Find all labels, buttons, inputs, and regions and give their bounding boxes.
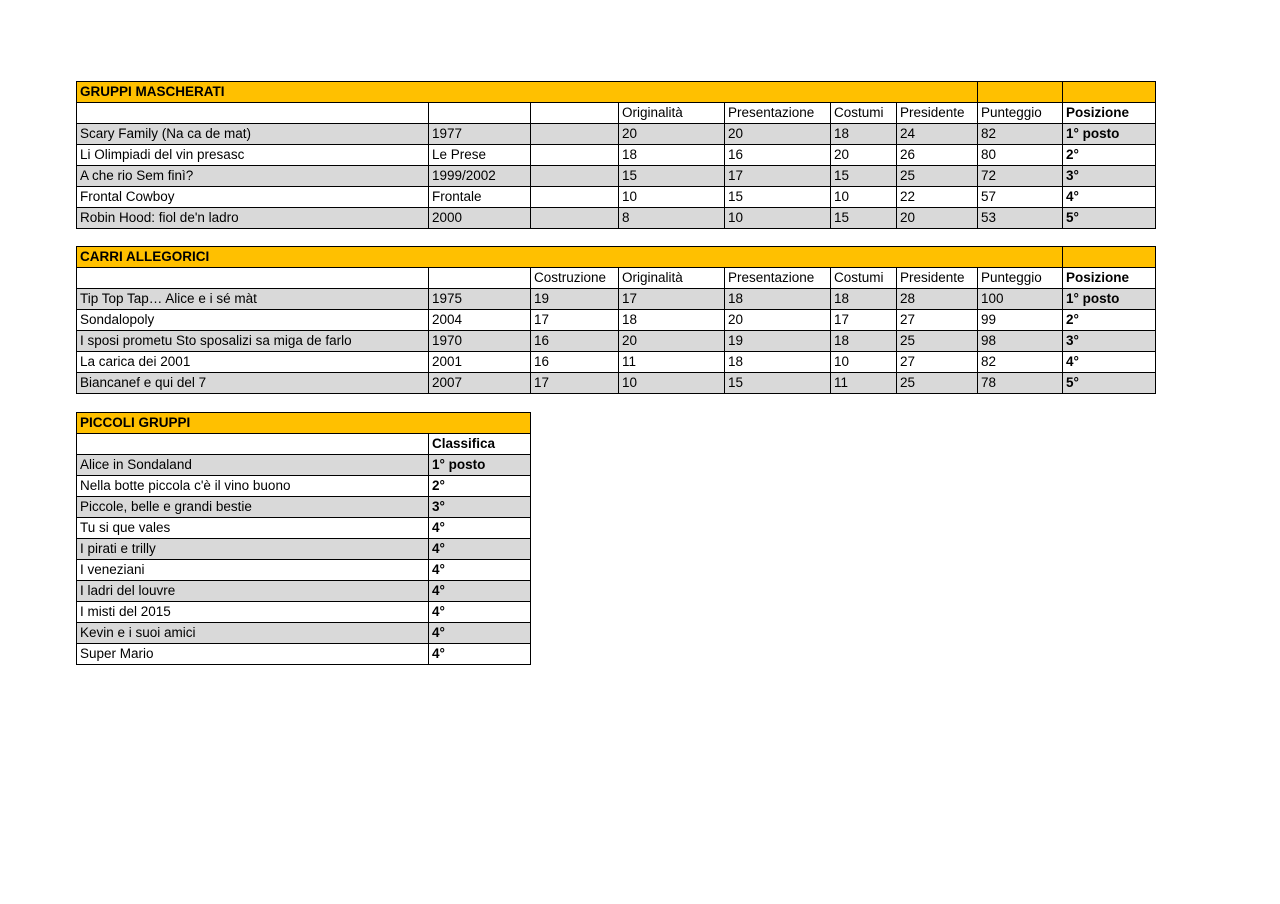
- score-punteggio: 98: [978, 331, 1063, 352]
- float-name: Sondalopoly: [77, 310, 429, 331]
- score-presidente: 27: [897, 352, 978, 373]
- position: 4°: [429, 581, 531, 602]
- table-title: CARRI ALLEGORICI: [77, 247, 1063, 268]
- score-costumi: 18: [831, 331, 897, 352]
- position: 4°: [429, 518, 531, 539]
- column-header: [77, 103, 429, 124]
- column-header-presentazione: Presentazione: [725, 268, 831, 289]
- float-year: 1975: [429, 289, 531, 310]
- table-title-row: [77, 82, 1156, 103]
- empty-cell: [531, 145, 619, 166]
- table-row: [77, 310, 1156, 331]
- position: 4°: [429, 644, 531, 665]
- carri-allegorici-table: [76, 246, 1156, 394]
- table-row: [77, 497, 531, 518]
- column-header-row: [77, 103, 1156, 124]
- table-row: [77, 166, 1156, 187]
- score-originalita: 8: [619, 208, 725, 229]
- score-costumi: 20: [831, 145, 897, 166]
- score-punteggio: 57: [978, 187, 1063, 208]
- column-header-row: [77, 268, 1156, 289]
- table-row: [77, 373, 1156, 394]
- float-year: 2007: [429, 373, 531, 394]
- score-punteggio: 100: [978, 289, 1063, 310]
- group-name: I veneziani: [77, 560, 429, 581]
- float-year: 2001: [429, 352, 531, 373]
- score-punteggio: 99: [978, 310, 1063, 331]
- position: 1° posto: [429, 455, 531, 476]
- position: 4°: [429, 623, 531, 644]
- column-header: [531, 103, 619, 124]
- score-costumi: 17: [831, 310, 897, 331]
- column-header-presidente: Presidente: [897, 103, 978, 124]
- table-row: [77, 331, 1156, 352]
- score-punteggio: 82: [978, 124, 1063, 145]
- score-presentazione: 10: [725, 208, 831, 229]
- title-blank-cell: [1063, 82, 1156, 103]
- title-blank-cell: [978, 82, 1063, 103]
- table-row: [77, 208, 1156, 229]
- score-presentazione: 19: [725, 331, 831, 352]
- table-row: [77, 187, 1156, 208]
- position: 1° posto: [1063, 124, 1156, 145]
- position: 3°: [1063, 331, 1156, 352]
- position: 4°: [429, 539, 531, 560]
- column-header: [77, 268, 429, 289]
- position: 5°: [1063, 373, 1156, 394]
- score-presidente: 27: [897, 310, 978, 331]
- float-name: La carica dei 2001: [77, 352, 429, 373]
- score-costruzione: 16: [531, 331, 619, 352]
- score-presentazione: 16: [725, 145, 831, 166]
- table-row: [77, 455, 531, 476]
- group-year: Frontale: [429, 187, 531, 208]
- score-originalita: 10: [619, 373, 725, 394]
- position: 2°: [1063, 145, 1156, 166]
- float-year: 2004: [429, 310, 531, 331]
- score-originalita: 20: [619, 124, 725, 145]
- score-originalita: 18: [619, 145, 725, 166]
- score-presentazione: 20: [725, 124, 831, 145]
- score-punteggio: 78: [978, 373, 1063, 394]
- group-name: Kevin e i suoi amici: [77, 623, 429, 644]
- group-name: I misti del 2015: [77, 602, 429, 623]
- score-costumi: 18: [831, 124, 897, 145]
- float-year: 1970: [429, 331, 531, 352]
- column-header-row: [77, 434, 531, 455]
- position: 1° posto: [1063, 289, 1156, 310]
- score-originalita: 15: [619, 166, 725, 187]
- column-header-costumi: Costumi: [831, 103, 897, 124]
- group-name: A che rio Sem finì?: [77, 166, 429, 187]
- table-row: [77, 289, 1156, 310]
- position: 2°: [1063, 310, 1156, 331]
- position: 4°: [429, 602, 531, 623]
- column-header-punteggio: Punteggio: [978, 268, 1063, 289]
- score-presidente: 20: [897, 208, 978, 229]
- group-name: Li Olimpiadi del vin presasc: [77, 145, 429, 166]
- group-name: I pirati e trilly: [77, 539, 429, 560]
- score-presidente: 25: [897, 331, 978, 352]
- column-header: [429, 268, 531, 289]
- score-costruzione: 16: [531, 352, 619, 373]
- score-presentazione: 18: [725, 289, 831, 310]
- column-header-originalita: Originalità: [619, 103, 725, 124]
- column-header-posizione: Posizione: [1063, 103, 1156, 124]
- score-presentazione: 17: [725, 166, 831, 187]
- table-row: [77, 560, 531, 581]
- group-name: Scary Family (Na ca de mat): [77, 124, 429, 145]
- column-header-presidente: Presidente: [897, 268, 978, 289]
- column-header-costumi: Costumi: [831, 268, 897, 289]
- empty-cell: [531, 187, 619, 208]
- score-costumi: 10: [831, 187, 897, 208]
- group-name: Frontal Cowboy: [77, 187, 429, 208]
- score-presentazione: 15: [725, 373, 831, 394]
- score-originalita: 17: [619, 289, 725, 310]
- score-originalita: 11: [619, 352, 725, 373]
- piccoli-gruppi-table: [76, 412, 531, 665]
- table-title: GRUPPI MASCHERATI: [77, 82, 978, 103]
- table-title-row: [77, 247, 1156, 268]
- table-title: PICCOLI GRUPPI: [77, 413, 531, 434]
- table-row: [77, 623, 531, 644]
- score-presidente: 25: [897, 166, 978, 187]
- position: 3°: [429, 497, 531, 518]
- column-header: [77, 434, 429, 455]
- table-title-row: [77, 413, 531, 434]
- position: 4°: [429, 560, 531, 581]
- group-year: 1999/2002: [429, 166, 531, 187]
- group-name: Robin Hood: fiol de'n ladro: [77, 208, 429, 229]
- group-name: Piccole, belle e grandi bestie: [77, 497, 429, 518]
- table-row: [77, 539, 531, 560]
- score-presidente: 25: [897, 373, 978, 394]
- empty-cell: [531, 208, 619, 229]
- column-header-punteggio: Punteggio: [978, 103, 1063, 124]
- column-header: [429, 103, 531, 124]
- score-originalita: 18: [619, 310, 725, 331]
- empty-cell: [531, 166, 619, 187]
- column-header-originalita: Originalità: [619, 268, 725, 289]
- table-row: [77, 518, 531, 539]
- score-punteggio: 80: [978, 145, 1063, 166]
- score-presentazione: 15: [725, 187, 831, 208]
- score-punteggio: 53: [978, 208, 1063, 229]
- float-name: Tip Top Tap… Alice e i sé màt: [77, 289, 429, 310]
- score-presidente: 24: [897, 124, 978, 145]
- empty-cell: [531, 124, 619, 145]
- score-presentazione: 20: [725, 310, 831, 331]
- gruppi-mascherati-table: [76, 81, 1156, 229]
- title-blank-cell: [1063, 247, 1156, 268]
- group-year: 1977: [429, 124, 531, 145]
- column-header-presentazione: Presentazione: [725, 103, 831, 124]
- table-row: [77, 644, 531, 665]
- group-name: Alice in Sondaland: [77, 455, 429, 476]
- score-costumi: 18: [831, 289, 897, 310]
- table-row: [77, 352, 1156, 373]
- score-costruzione: 19: [531, 289, 619, 310]
- position: 3°: [1063, 166, 1156, 187]
- float-name: I sposi prometu Sto sposalizi sa miga de farlo: [77, 331, 429, 352]
- score-costruzione: 17: [531, 373, 619, 394]
- column-header-posizione: Posizione: [1063, 268, 1156, 289]
- score-originalita: 10: [619, 187, 725, 208]
- position: 5°: [1063, 208, 1156, 229]
- score-punteggio: 72: [978, 166, 1063, 187]
- table-row: [77, 581, 531, 602]
- table-row: [77, 476, 531, 497]
- position: 2°: [429, 476, 531, 497]
- group-name: I ladri del louvre: [77, 581, 429, 602]
- group-name: Nella botte piccola c'è il vino buono: [77, 476, 429, 497]
- score-punteggio: 82: [978, 352, 1063, 373]
- score-presidente: 26: [897, 145, 978, 166]
- score-costruzione: 17: [531, 310, 619, 331]
- position: 4°: [1063, 352, 1156, 373]
- score-presentazione: 18: [725, 352, 831, 373]
- score-costumi: 11: [831, 373, 897, 394]
- column-header-classifica: Classifica: [429, 434, 531, 455]
- score-presidente: 28: [897, 289, 978, 310]
- table-row: [77, 124, 1156, 145]
- float-name: Biancanef e qui del 7: [77, 373, 429, 394]
- table-row: [77, 602, 531, 623]
- score-costumi: 15: [831, 208, 897, 229]
- group-year: Le Prese: [429, 145, 531, 166]
- table-row: [77, 145, 1156, 166]
- position: 4°: [1063, 187, 1156, 208]
- group-year: 2000: [429, 208, 531, 229]
- score-presidente: 22: [897, 187, 978, 208]
- score-costumi: 10: [831, 352, 897, 373]
- group-name: Super Mario: [77, 644, 429, 665]
- group-name: Tu si que vales: [77, 518, 429, 539]
- score-originalita: 20: [619, 331, 725, 352]
- column-header-costruzione: Costruzione: [531, 268, 619, 289]
- score-costumi: 15: [831, 166, 897, 187]
